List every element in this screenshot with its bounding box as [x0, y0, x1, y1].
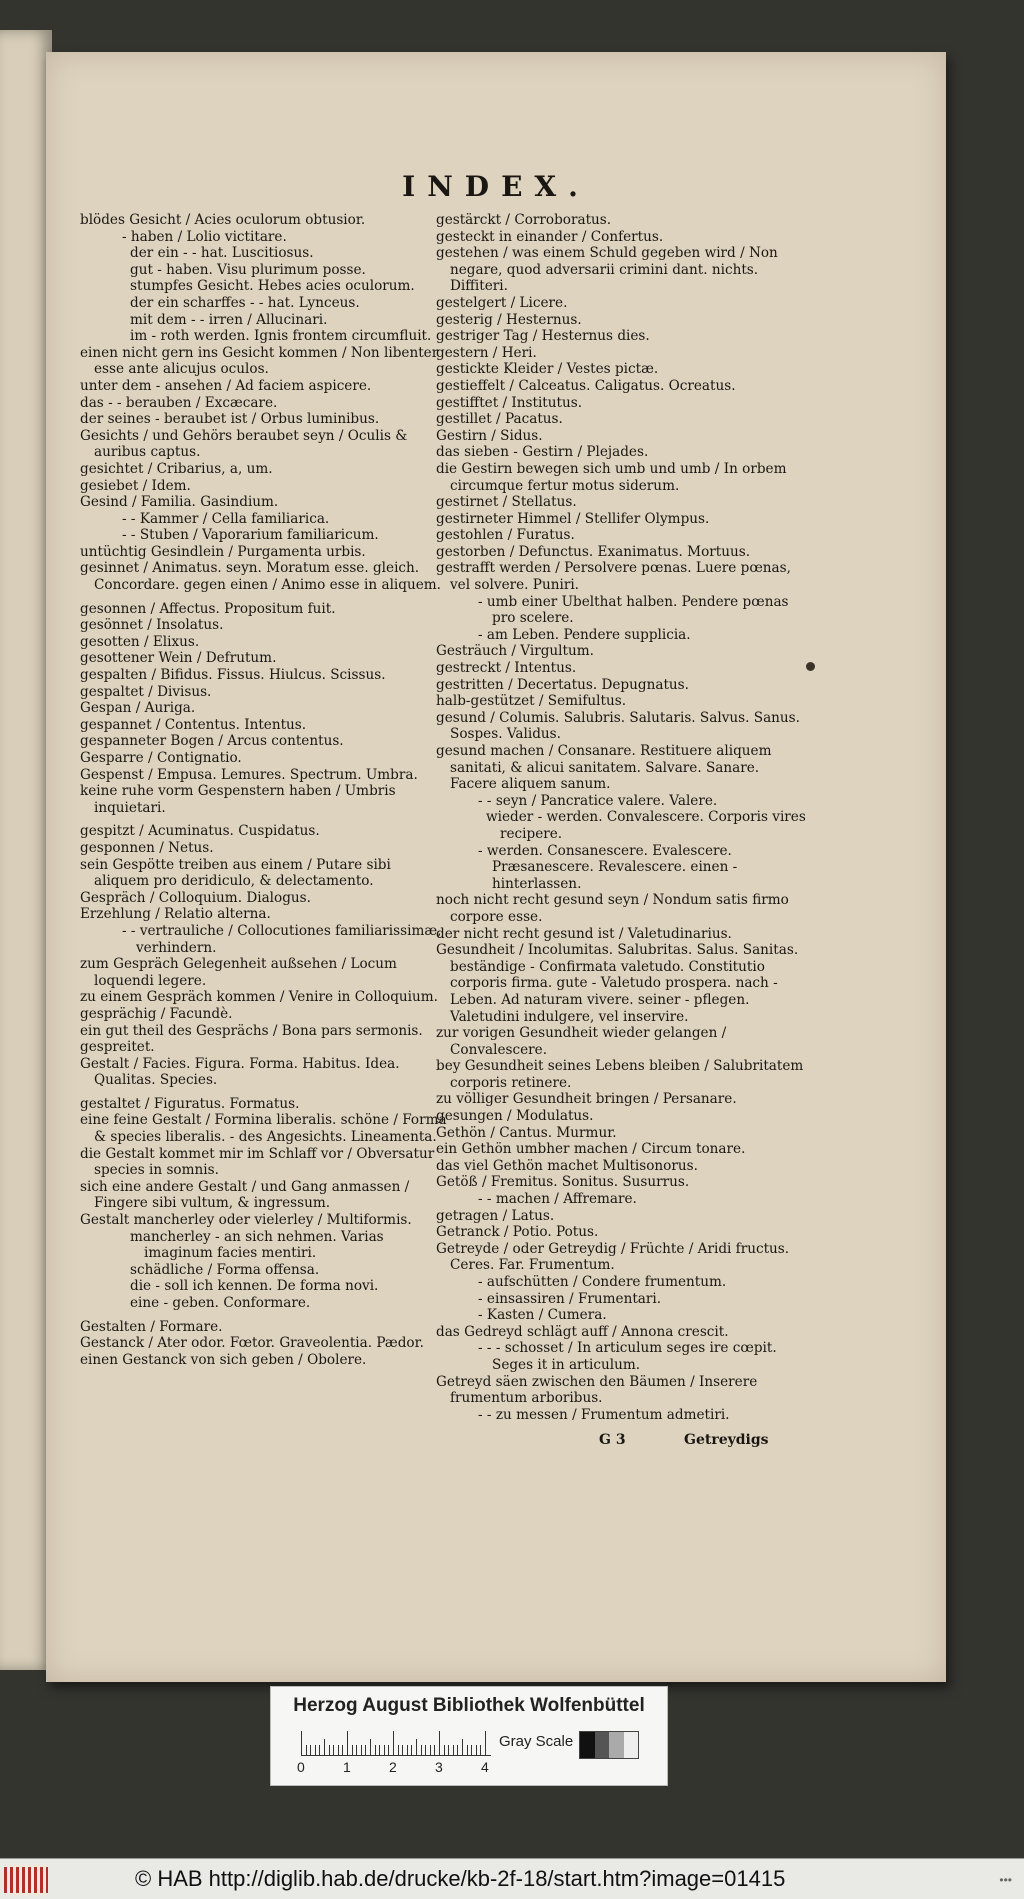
ruler-tick — [324, 1739, 325, 1755]
ruler-tick-label: 0 — [297, 1759, 305, 1775]
index-entry: blödes Gesicht / Acies oculorum obtusior. — [80, 212, 366, 228]
index-entry: Gestalten / Formare. — [80, 1318, 223, 1335]
index-entry: gestehen / was einem Schuld gegeben wird / Non negare, quod adversarii crimini dant. nichts. Diffiteri. — [436, 245, 778, 295]
left-column — [80, 212, 450, 1368]
index-entry: gespalten / Bifidus. Fissus. Hiulcus. Scissus. — [80, 667, 386, 684]
ruler-tick-label: 2 — [389, 1759, 397, 1775]
ruler-tick — [402, 1745, 403, 1755]
gray-swatch-cell — [609, 1732, 624, 1758]
ruler-tick — [480, 1745, 481, 1755]
library-name: Herzog August Bibliothek Wolfenbüttel — [293, 1695, 645, 1716]
index-entry: eine feine Gestalt / Formina liberalis. schöne / Forma & species liberalis. - des Angesichts. Lineamenta. — [80, 1112, 447, 1146]
index-entry: zur vorigen Gesundheit wieder gelangen / Convalescere. — [436, 1025, 727, 1058]
index-entry: gestrafft werden / Persolvere pœnas. Luere pœnas, vel solvere. Puniri. — [436, 560, 791, 594]
scanned-page — [46, 52, 946, 1682]
index-entry: gesiebet / Idem. — [80, 477, 191, 494]
index-entry: zum Gespräch Gelegenheit außsehen / Locum loquendi legere. — [80, 956, 397, 989]
index-entry: gesichtet / Cribarius, a, um. — [80, 460, 273, 477]
ruler-tick — [416, 1739, 417, 1755]
ruler-tick — [356, 1745, 357, 1755]
index-entry: gestickte Kleider / Vestes pictæ. — [436, 361, 659, 378]
ruler-tick — [434, 1745, 435, 1755]
index-entry: - - Kammer / Cella familiarica. — [122, 510, 330, 527]
index-entry: das viel Gethön machet Multisonorus. — [436, 1157, 698, 1174]
index-entry: einen nicht gern ins Gesicht kommen / Non libenter esse ante alicujus oculos. — [80, 344, 439, 378]
index-entry: gesonnen / Affectus. Propositum fuit. — [80, 600, 336, 617]
index-entry: gestärckt / Corroboratus. — [436, 212, 612, 228]
index-entry: stumpfes Gesicht. Hebes acies oculorum. — [130, 278, 415, 295]
index-entry: gespreitet. — [80, 1039, 155, 1056]
previous-page-edge — [0, 30, 52, 1670]
ruler-tick — [352, 1745, 353, 1755]
index-entry: gestorben / Defunctus. Exanimatus. Mortuus. — [436, 543, 751, 560]
catchword: Getreydigs — [684, 1432, 769, 1448]
index-entry: gestritten / Decertatus. Depugnatus. — [436, 676, 689, 693]
ruler-tick — [448, 1745, 449, 1755]
index-entry: Gesind / Familia. Gasindium. — [80, 494, 279, 511]
ruler-tick — [476, 1745, 477, 1755]
ellipsis-icon[interactable]: ••• — [999, 1873, 1012, 1887]
index-entry: sich eine andere Gestalt / und Gang anmassen / Fingere sibi vultum, & ingressum. — [80, 1178, 410, 1212]
index-entry: gestelgert / Licere. — [436, 294, 568, 311]
index-entry: die Gestirn bewegen sich umb und umb / In orbem circumque fertur motus siderum. — [436, 460, 787, 494]
index-entry: die Gestalt kommet mir im Schlaff vor / Obversatur species in somnis. — [80, 1145, 435, 1179]
index-entry: das - - berauben / Excæcare. — [80, 394, 278, 411]
index-entry: - werden. Consanescere. Evalescere. Præsanescere. Revalescere. einen - hinterlassen. — [478, 842, 738, 892]
index-entry: - - zu messen / Frumentum admetiri. — [478, 1406, 730, 1423]
gray-scale-label: Gray Scale — [499, 1733, 574, 1750]
index-entry: gespannet / Contentus. Intentus. — [80, 716, 307, 733]
index-entry: Gesträuch / Virgultum. — [436, 643, 594, 660]
index-entry: Erzehlung / Relatio alterna. — [80, 906, 271, 923]
ruler-tick — [398, 1745, 399, 1755]
ruler-tick — [407, 1745, 408, 1755]
index-entry: gestirnet / Stellatus. — [436, 494, 577, 511]
index-entry: im - roth werden. Ignis frontem circumfluit. — [130, 328, 432, 345]
index-entry: noch nicht recht gesund seyn / Nondum satis firmo corpore esse. — [436, 892, 789, 925]
index-entry: unter dem - ansehen / Ad faciem aspicere. — [80, 377, 372, 394]
index-entry: der ein scharffes - - hat. Lynceus. — [130, 294, 360, 311]
index-entry: - - seyn / Pancratice valere. Valere. — [478, 792, 718, 809]
index-entry: Gespenst / Empusa. Lemures. Spectrum. Umbra. — [80, 766, 418, 783]
index-entry: Getreyde / oder Getreydig / Früchte / Aridi fructus. Ceres. Far. Frumentum. — [436, 1240, 790, 1274]
index-entry: Gespan / Auriga. — [80, 700, 196, 717]
index-entry: gestohlen / Furatus. — [436, 527, 575, 544]
ruler-tick-label: 4 — [481, 1759, 489, 1775]
index-entry: - umb einer Ubelthat halben. Pendere pœnas pro scelere. — [478, 593, 789, 627]
index-entry: gesinnet / Animatus. seyn. Moratum esse. gleich. Concordare. gegen einen / Animo esse in aliquem. — [80, 560, 441, 594]
index-entry: gestieffelt / Calceatus. Caligatus. Ocreatus. — [436, 377, 736, 394]
index-entry: sein Gespötte treiben aus einem / Putare sibi aliquem pro deridiculo, & delectamento. — [80, 856, 391, 890]
index-entry: - - vertrauliche / Collocutiones familiarissimæ, verhindern. — [122, 922, 442, 956]
index-entry: - - - schosset / In articulum seges ire cœpit. Seges it in articulum. — [478, 1340, 777, 1373]
ruler-tick — [370, 1739, 371, 1755]
index-entry: Getreyd säen zwischen den Bäumen / Inserere frumentum arboribus. — [436, 1373, 758, 1407]
index-entry: die - soll ich kennen. De forma novi. — [130, 1278, 379, 1295]
page-title: INDEX. — [402, 170, 590, 203]
index-entry: gespaltet / Divisus. — [80, 683, 212, 700]
ruler-tick — [347, 1731, 348, 1755]
ruler-tick-label: 3 — [435, 1759, 443, 1775]
index-entry: gesönnet / Insolatus. — [80, 617, 224, 634]
index-entry: keine ruhe vorm Gespenstern haben / Umbris inquietari. — [80, 783, 396, 816]
ruler-tick — [315, 1745, 316, 1755]
ink-stain — [806, 662, 815, 671]
signature-mark: G 3 — [599, 1432, 626, 1448]
index-entry: Gestalt / Facies. Figura. Forma. Habitus. Idea. Qualitas. Species. — [80, 1055, 400, 1089]
index-entry: Gethön / Cantus. Murmur. — [436, 1124, 617, 1141]
index-entry: bey Gesundheit seines Lebens bleiben / Salubritatem corporis retinere. — [436, 1058, 804, 1091]
index-entry: gesund / Columis. Salubris. Salutaris. Salvus. Sanus. Sospes. Validus. — [436, 709, 800, 743]
ruler-tick — [375, 1745, 376, 1755]
ruler-tick — [388, 1745, 389, 1755]
ruler-tick — [306, 1745, 307, 1755]
gray-swatch-cell — [624, 1732, 639, 1758]
index-entry: Getranck / Potio. Potus. — [436, 1224, 599, 1241]
index-entry: gesungen / Modulatus. — [436, 1108, 594, 1125]
gray-swatch-cell — [580, 1732, 595, 1758]
ruler-tick — [365, 1745, 366, 1755]
index-entry: der seines - beraubet ist / Orbus luminibus. — [80, 411, 380, 428]
index-entry: halb-gestützet / Semifultus. — [436, 693, 627, 710]
index-entry: das sieben - Gestirn / Plejades. — [436, 444, 649, 461]
index-entry: der ein - - hat. Luscitiosus. — [130, 245, 314, 262]
index-entry: - einsassiren / Frumentari. — [478, 1290, 662, 1307]
ruler-tick — [333, 1745, 334, 1755]
ruler-tick — [384, 1745, 385, 1755]
index-entry: gespitzt / Acuminatus. Cuspidatus. — [80, 823, 320, 840]
ruler-tick — [361, 1745, 362, 1755]
index-entry: gesotten / Elixus. — [80, 633, 200, 650]
index-entry: gestern / Heri. — [436, 344, 537, 361]
index-entry: ein Gethön umbher machen / Circum tonare. — [436, 1141, 746, 1158]
index-entry: mit dem - - irren / Allucinari. — [130, 311, 328, 328]
index-entry: - aufschütten / Condere frumentum. — [478, 1274, 727, 1290]
ruler-tick — [411, 1745, 412, 1755]
index-entry: ein gut theil des Gesprächs / Bona pars sermonis. — [80, 1022, 423, 1039]
index-entry: Gestirn / Sidus. — [436, 427, 543, 444]
ruler-tick — [467, 1745, 468, 1755]
index-entry: gespanneter Bogen / Arcus contentus. — [80, 733, 344, 750]
index-entry: gesottener Wein / Defrutum. — [80, 650, 277, 667]
index-entry: einen Gestanck von sich geben / Obolere. — [80, 1351, 367, 1368]
footer-bar — [0, 1858, 1024, 1899]
index-entry: gestreckt / Intentus. — [436, 660, 577, 677]
index-entry: gesprächig / Facundè. — [80, 1005, 233, 1022]
ruler-tick — [379, 1745, 380, 1755]
index-entry: gestifftet / Institutus. — [436, 394, 583, 411]
index-entry: untüchtig Gesindlein / Purgamenta urbis. — [80, 543, 366, 560]
index-entry: gesund machen / Consanare. Restituere aliquem sanitati, & alicui sanitatem. Salvare. Sanare. Facere aliquem sanum. — [436, 743, 772, 793]
ruler-tick — [301, 1731, 302, 1755]
index-entry: - - Stuben / Vaporarium familiaricum. — [122, 527, 379, 544]
index-entry: Gesundheit / Incolumitas. Salubritas. Salus. Sanitas. beständige - Confirmata valetudo. Constitutio corporis firma. gute - Valetudo prospera. nach - Leben. Ad naturam vivere. seiner - pflegen. Valetudini indulgere, vel inservire. — [436, 942, 799, 1025]
index-entry: gestillet / Pacatus. — [436, 411, 563, 428]
ruler-tick — [338, 1745, 339, 1755]
index-entry: Gestanck / Ater odor. Fœtor. Graveolentia. Pædor. — [80, 1335, 424, 1352]
ruler — [301, 1731, 491, 1756]
index-entry: Getöß / Fremitus. Sonitus. Susurrus. — [436, 1174, 690, 1191]
ruler-tick — [329, 1745, 330, 1755]
ruler-tick — [393, 1731, 394, 1755]
index-entry: getragen / Latus. — [436, 1207, 555, 1224]
index-entry: wieder - werden. Convalescere. Corporis vires recipere. — [486, 809, 806, 842]
index-entry: Gesparre / Contignatio. — [80, 750, 242, 766]
ruler-tick — [444, 1745, 445, 1755]
index-entry: - - machen / Affremare. — [478, 1191, 637, 1208]
index-entry: Gestalt mancherley oder vielerley / Multiformis. — [80, 1212, 412, 1229]
index-entry: Gespräch / Colloquium. Dialogus. — [80, 889, 311, 906]
index-entry: - am Leben. Pendere supplicia. — [478, 626, 691, 643]
right-column — [436, 212, 810, 1423]
ruler-tick — [457, 1745, 458, 1755]
copyright-link[interactable]: © HAB http://diglib.hab.de/drucke/kb-2f-18/start.htm?image=01415 — [135, 1866, 786, 1891]
index-entry: Gesichts / und Gehörs beraubet seyn / Oculis & auribus captus. — [80, 427, 408, 461]
ruler-tick — [471, 1745, 472, 1755]
index-entry: gestirneter Himmel / Stellifer Olympus. — [436, 510, 710, 527]
ruler-tick-label: 1 — [343, 1759, 351, 1775]
index-entry: - haben / Lolio victitare. — [122, 228, 287, 245]
index-entry: das Gedreyd schlägt auff / Annona crescit. — [436, 1323, 729, 1340]
index-entry: gesteckt in einander / Confertus. — [436, 228, 664, 245]
hab-logo-icon — [4, 1867, 48, 1893]
ruler-tick — [462, 1739, 463, 1755]
index-entry: mancherley - an sich nehmen. Varias imaginum facies mentiri. — [130, 1228, 384, 1262]
index-entry: gesponnen / Netus. — [80, 839, 214, 856]
gray-swatch-cell — [595, 1732, 610, 1758]
ruler-tick — [453, 1745, 454, 1755]
gray-scale-swatch — [579, 1731, 639, 1759]
ruler-tick — [425, 1745, 426, 1755]
index-entry: gut - haben. Visu plurimum posse. — [130, 261, 366, 278]
ruler-tick — [310, 1745, 311, 1755]
index-entry: schädliche / Forma offensa. — [130, 1261, 320, 1278]
color-scale-card — [270, 1686, 668, 1786]
ruler-tick — [439, 1731, 440, 1755]
index-entry: gesterig / Hesternus. — [436, 311, 582, 328]
index-entry: gestriger Tag / Hesternus dies. — [436, 328, 650, 345]
index-entry: - Kasten / Cumera. — [478, 1307, 607, 1324]
index-entry: zu völliger Gesundheit bringen / Persanare. — [436, 1091, 737, 1108]
index-entry: zu einem Gespräch kommen / Venire in Colloquium. — [80, 989, 438, 1006]
index-entry: der nicht recht gesund ist / Valetudinarius. — [436, 925, 732, 942]
index-entry: gestaltet / Figuratus. Formatus. — [80, 1095, 300, 1112]
ruler-tick — [485, 1731, 486, 1755]
index-entry: eine - geben. Conformare. — [130, 1295, 311, 1311]
ruler-tick — [430, 1745, 431, 1755]
ruler-tick — [342, 1745, 343, 1755]
ruler-tick — [421, 1745, 422, 1755]
ruler-tick — [319, 1745, 320, 1755]
